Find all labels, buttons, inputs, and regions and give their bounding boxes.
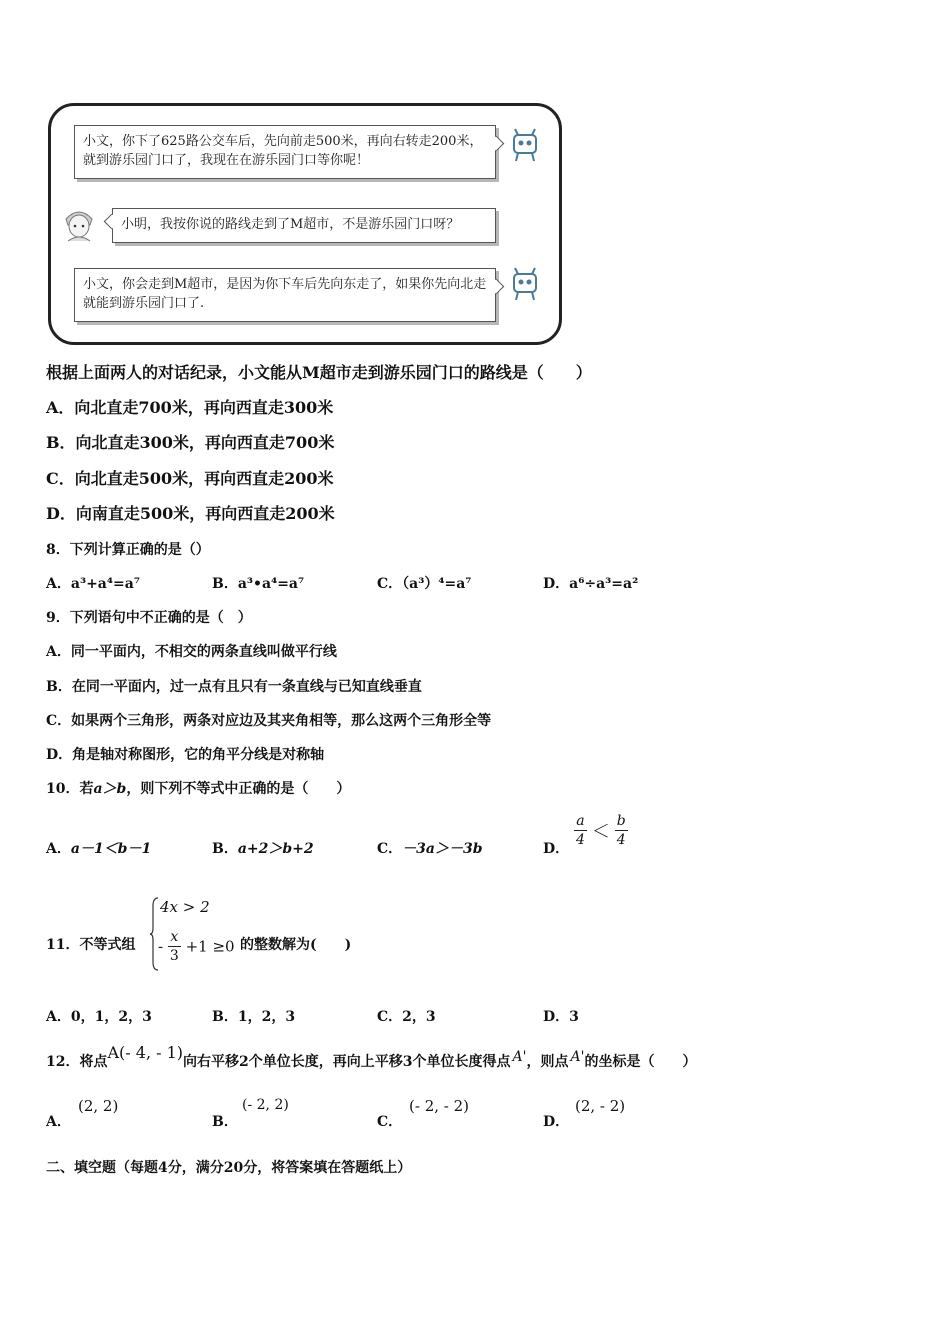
q12-option-b: (- 2, 2) [242,1097,289,1113]
q12-option-a: (2, 2) [78,1097,119,1115]
q12-option-c: (- 2, - 2) [409,1097,469,1115]
q12-option-d: (2, - 2) [575,1097,626,1115]
q12-option-d-label: D． [543,1114,570,1130]
q10-option-d: D． $\frac{a}{4}$ ＜ $\frac{b}{4}$ [543,813,626,857]
q11-stem-post: 的整数解为( ) [240,937,352,953]
q11-stem-pre: 11．不等式组 [46,937,136,953]
q8-option-c: C．（a³）⁴=a⁷ [377,576,472,592]
robot-avatar-icon [506,265,544,303]
fraction-a-over-4: $\frac{a}{4}$ [576,813,585,848]
q12-option-c-label: C． [377,1114,403,1130]
q11-option-b: B．1，2，3 [212,1009,296,1025]
q9-option-a: A．同一平面内，不相交的两条直线叫做平行线 [46,644,337,660]
q9-option-b: B．在同一平面内，过一点有且只有一条直线与已知直线垂直 [46,679,422,695]
q8-stem: 8．下列计算正确的是（） [46,542,210,558]
q9-option-d: D．角是轴对称图形，它的角平分线是对称轴 [46,747,325,763]
q11-option-c: C．2，3 [377,1009,436,1025]
q11-line1: 4x > 2 [160,898,210,916]
robot-avatar-icon [506,126,544,164]
q11-line2: - $\frac{x}{3}$ +1 ≥0 [158,929,235,964]
q7-option-c: C．向北直走500米，再向西直走200米 [46,469,334,488]
chat-bubble-3 [74,268,496,322]
chat-bubble-1-text: 小文，你下了625路公交车后，先向前走500米，再向右转走200米，就到游乐园门口了，我现在在游乐园门口等你呢！ [83,134,483,168]
q10-option-b: B．a+2＞b+2 [212,841,314,857]
q12-stem: 12．将点A(- 4, - 1)向右平移2个单位长度，再向上平移3个单位长度得点 A'，则点 A'的坐标是（ ） [46,1043,697,1070]
chat-bubble-3-text: 小文，你会走到M超市，是因为你下车后先向东走了，如果你先向北走就能到游乐园门口了. [83,277,487,311]
boy-avatar-icon [60,205,98,243]
section-2-heading: 二、填空题（每题4分，满分20分，将答案填在答题纸上） [46,1160,412,1176]
fraction-b-over-4: $\frac{b}{4}$ [616,813,626,848]
q12-option-a-label: A． [46,1114,71,1130]
q9-stem: 9．下列语句中不正确的是（ ） [46,610,252,626]
q11-option-a: A．0，1，2，3 [46,1009,152,1025]
q12-option-b-label: B． [212,1114,238,1130]
q10-stem: 10．若a＞b，则下列不等式中正确的是（ ） [46,781,351,797]
q8-option-a: A．a³+a⁴=a⁷ [46,576,140,592]
chat-bubble-2-text: 小明，我按你说的路线走到了M超市，不是游乐园门口呀？ [121,217,460,232]
q7-option-a: A．向北直走700米，再向西直走300米 [46,398,334,417]
q9-option-c: C．如果两个三角形，两条对应边及其夹角相等，那么这两个三角形全等 [46,713,492,729]
q10-option-a: A．a－1＜b－1 [46,841,152,857]
q8-option-d: D．a⁶÷a³=a² [543,576,639,592]
q11-option-d: D．3 [543,1009,579,1025]
q7-option-d: D．向南直走500米，再向西直走200米 [46,504,335,523]
q7-option-b: B．向北直走300米，再向西直走700米 [46,433,335,452]
chat-bubble-1 [74,125,496,179]
q8-option-b: B．a³•a⁴=a⁷ [212,576,305,592]
q10-option-c: C．－3a＞－3b [377,841,483,857]
q7-stem: 根据上面两人的对话纪录，小文能从M超市走到游乐园门口的路线是（ ） [46,363,592,382]
chat-bubble-2 [112,208,496,243]
